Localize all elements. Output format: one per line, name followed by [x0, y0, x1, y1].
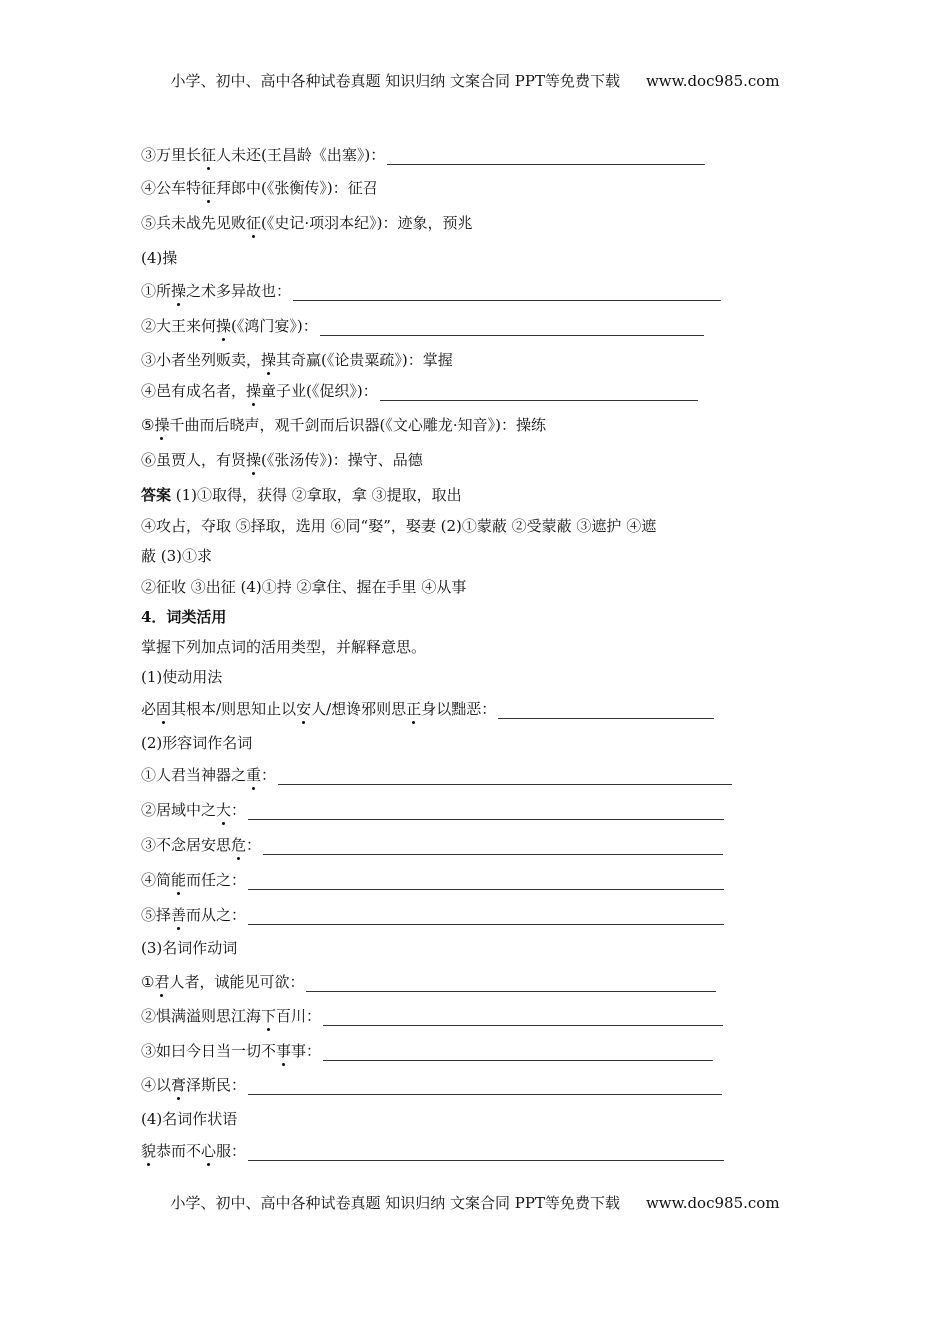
footer-site: www.doc985.com: [645, 1194, 780, 1212]
zheng-item-3: ③万里长征人未还(王昌龄《出塞》)：: [141, 145, 705, 165]
subsection-1-title: (1)使动用法: [141, 668, 223, 686]
dotted-word: 征: [246, 214, 262, 232]
cao-item-1: ①所操之术多异故也：: [141, 281, 721, 301]
answer-blank: [498, 704, 714, 719]
s1-question-1: 必固其根本/则思知止以安人/想谗邪则思正身以黜恶：: [141, 699, 714, 719]
answer-blank: [248, 910, 724, 925]
dotted-word: 征: [201, 146, 217, 164]
answer-blank: [306, 977, 716, 992]
dotted-word: 安: [296, 700, 312, 718]
s3-question-1: ①君人者，诚能见可欲：: [141, 972, 716, 992]
answer-blank: [248, 1146, 724, 1161]
answer-line-2: ④攻占，夺取 ⑤择取，选用 ⑥同“娶”，娶妻 (2)①蒙蔽 ②受蒙蔽 ③遮护 ④遮: [141, 517, 657, 535]
dotted-word: 操: [171, 282, 187, 300]
answer-blank: [248, 805, 724, 820]
answer-blank: [323, 1011, 723, 1026]
cao-item-2: ②大王来何操(《鸿门宴》)：: [141, 316, 704, 336]
dotted-word: 君: [154, 973, 170, 991]
answer-blank: [248, 1080, 722, 1095]
subsection-2-title: (2)形容词作名词: [141, 734, 253, 752]
answer-blank: [248, 875, 724, 890]
dotted-word: 重: [246, 766, 262, 784]
dotted-word: 心: [201, 1142, 217, 1160]
dotted-word: 操: [246, 451, 262, 469]
dotted-word: 下: [261, 1007, 277, 1025]
s2-question-4: ④简能而任之：: [141, 870, 724, 890]
answer-blank: [323, 1046, 713, 1061]
dotted-word: 事: [276, 1042, 292, 1060]
dotted-word: 操: [246, 382, 262, 400]
dotted-word: 正: [406, 700, 422, 718]
dotted-word: 能: [171, 871, 187, 889]
answer-blank: [278, 770, 732, 785]
answer-line-1: 答案 (1)①取得，获得 ②拿取，拿 ③提取，取出: [141, 486, 462, 504]
dotted-word: 征: [201, 179, 217, 197]
zheng-item-5: ⑤兵未战先见败征(《史记·项羽本纪》)：迹象，预兆: [141, 214, 473, 232]
section-4-title: 4．词类活用: [141, 608, 227, 626]
subsection-4-title: (4)名词作状语: [141, 1110, 238, 1128]
answer-blank: [263, 840, 723, 855]
cao-title: (4)操: [141, 249, 178, 267]
footer-text: 小学、初中、高中各种试卷真题 知识归纳 文案合同 PPT等免费下载: [170, 1194, 620, 1212]
s3-question-2: ②惧满溢则思江海下百川：: [141, 1006, 723, 1026]
dotted-word: 固: [156, 700, 172, 718]
subsection-3-title: (3)名词作动词: [141, 939, 238, 957]
s2-question-5: ⑤择善而从之：: [141, 905, 724, 925]
answer-blank: [293, 286, 721, 301]
answer-blank: [387, 150, 705, 165]
s2-question-3: ③不念居安思危：: [141, 835, 723, 855]
dotted-word: 操: [216, 317, 232, 335]
answer-line-4: ②征收 ③出征 (4)①持 ②拿住、握在手里 ④从事: [141, 578, 467, 596]
dotted-word: 危: [231, 836, 247, 854]
header-text: 小学、初中、高中各种试卷真题 知识归纳 文案合同 PPT等免费下载: [170, 72, 620, 90]
page-header: [0, 70, 950, 91]
s3-question-3: ③如曰今日当一切不事事：: [141, 1041, 713, 1061]
s2-question-2: ②居域中之大：: [141, 800, 724, 820]
dotted-word: 操: [261, 351, 277, 369]
page-footer: [0, 1192, 950, 1213]
cao-item-5: ⑤操千曲而后晓声，观千剑而后识器(《文心雕龙·知音》)：操练: [141, 416, 546, 434]
dotted-word: 貌: [141, 1142, 157, 1160]
answer-blank: [320, 321, 704, 336]
dotted-word: 操: [154, 416, 170, 434]
cao-item-3: ③小者坐列贩卖，操其奇赢(《论贵粟疏》)：掌握: [141, 351, 453, 369]
zheng-item-4: ④公车特征拜郎中(《张衡传》)：征召: [141, 179, 378, 197]
answer-blank: [380, 386, 698, 401]
dotted-word: 善: [171, 906, 187, 924]
dotted-word: 膏: [171, 1076, 187, 1094]
s2-question-1: ①人君当神器之重：: [141, 765, 732, 785]
cao-item-4: ④邑有成名者，操童子业(《促织》)：: [141, 381, 698, 401]
section-4-intro: 掌握下列加点词的活用类型，并解释意思。: [141, 638, 427, 656]
answer-label: 答案: [141, 486, 172, 504]
cao-item-6: ⑥虽贾人，有贤操(《张汤传》)：操守、品德: [141, 451, 423, 469]
header-site: www.doc985.com: [645, 72, 780, 90]
answer-line-3: 蔽 (3)①求: [141, 547, 213, 565]
dotted-word: 大: [216, 801, 232, 819]
s3-question-4: ④以膏泽斯民：: [141, 1075, 722, 1095]
s4-question-1: 貌恭而不心服：: [141, 1141, 724, 1161]
